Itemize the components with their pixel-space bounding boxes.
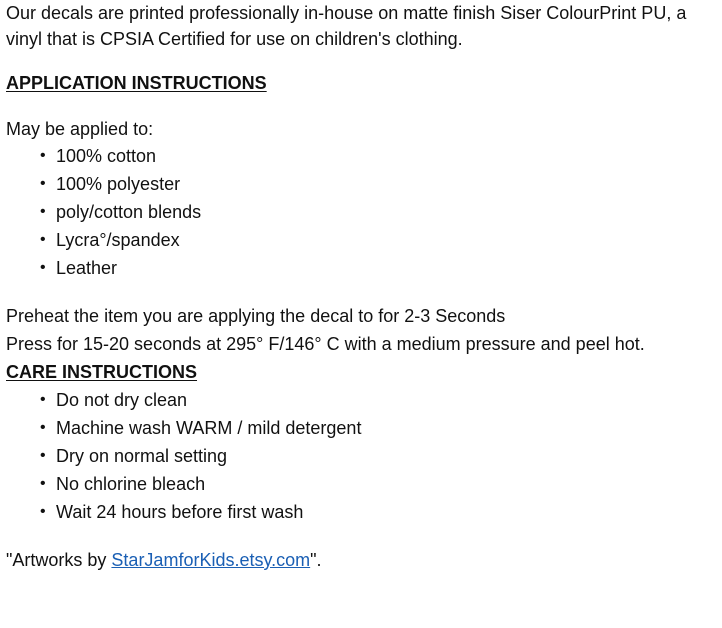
bullet-icon: • <box>40 503 46 520</box>
press-instruction: Press for 15-20 seconds at 295° F/146° C with a medium pressure and peel hot. <box>6 334 645 354</box>
bullet-icon: • <box>40 147 46 164</box>
bullet-icon: • <box>40 447 46 464</box>
list-item-text: 100% cotton <box>56 146 157 166</box>
application-heading: APPLICATION INSTRUCTIONS <box>6 73 267 93</box>
list-item <box>40 498 714 526</box>
list-item <box>40 414 714 442</box>
list-item <box>40 254 714 282</box>
care-heading: CARE INSTRUCTIONS <box>6 362 198 382</box>
credit-prefix: "Artworks by <box>6 550 112 570</box>
bullet-icon: • <box>40 175 46 192</box>
artwork-credit <box>6 546 714 574</box>
list-item-text: Dry on normal setting <box>56 446 228 466</box>
bullet-icon: • <box>40 203 46 220</box>
list-item <box>40 198 714 226</box>
list-item-text: Machine wash WARM / mild detergent <box>56 418 362 438</box>
preheat-instruction: Preheat the item you are applying the decal to for 2-3 Seconds <box>6 306 506 326</box>
bullet-icon: • <box>40 419 46 436</box>
list-item-text: Do not dry clean <box>56 390 188 410</box>
bullet-icon: • <box>40 259 46 276</box>
list-item <box>40 170 714 198</box>
list-item-text: poly/cotton blends <box>56 202 202 222</box>
etsy-shop-link[interactable]: StarJamforKids.etsy.com <box>111 550 311 570</box>
list-item-text: Lycra°/spandex <box>56 230 180 250</box>
credit-suffix: ". <box>310 550 322 570</box>
intro-paragraph <box>6 0 714 52</box>
bullet-icon: • <box>40 475 46 492</box>
list-item-text: No chlorine bleach <box>56 474 206 494</box>
bullet-icon: • <box>40 391 46 408</box>
bullet-icon: • <box>40 231 46 248</box>
care-list <box>6 386 714 526</box>
intro-line-2: vinyl that is CPSIA Certified for use on children's clothing. <box>6 29 463 49</box>
intro-line-1: Our decals are printed professionally in-house on matte finish Siser ColourPrint PU, a <box>6 3 687 23</box>
application-subtext: May be applied to: <box>6 119 154 139</box>
list-item <box>40 470 714 498</box>
list-item-text: 100% polyester <box>56 174 181 194</box>
list-item-text: Wait 24 hours before first wash <box>56 502 304 522</box>
list-item-text: Leather <box>56 258 118 278</box>
list-item <box>40 142 714 170</box>
list-item <box>40 442 714 470</box>
list-item <box>40 386 714 414</box>
list-item <box>40 226 714 254</box>
application-list <box>6 142 714 282</box>
